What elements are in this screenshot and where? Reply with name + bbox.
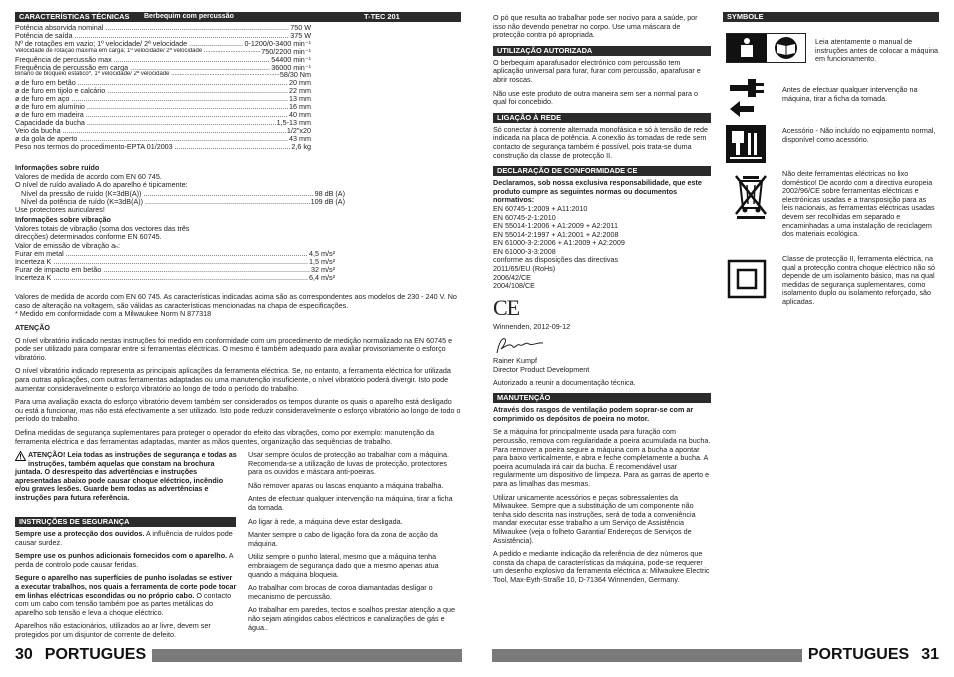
authorized-text: Autorizado a reunir a documentação técnica. — [493, 377, 636, 387]
spec-row — [15, 127, 311, 135]
spec-label: ø de furo em alumínio ..... — [15, 103, 288, 111]
place-date: Winnenden, 2012-09-12 — [493, 321, 571, 331]
ce-directive: 2011/65/EU (RoHs) — [493, 264, 556, 274]
ce-mark: CE — [493, 294, 520, 320]
spec-value: 750 W — [290, 23, 311, 32]
manutencao-paragraph: A pedido e mediante indicação da referência de dez números que consta da chapa de características da máquina, pode-se requerer um desenho explosivo da ferramenta eléctrica a: Milwaukee Electric Tool, Max-Eyth-Straße 10, D-71364 Winnenden, Germany. — [493, 549, 710, 584]
vibration-line-2: direcções) determinados conforme EN 60745. — [15, 232, 162, 242]
spec-row — [15, 143, 311, 151]
vibration-section — [15, 216, 335, 282]
spec-row — [15, 111, 311, 119]
noise-row-label: Nível da potência de ruído (K=3dB(A)) ..... — [21, 198, 310, 206]
seguranca-header-label: INSTRUÇÕES DE SEGURANÇA — [19, 517, 130, 526]
spec-label: ø de furo em aço ..... — [15, 95, 288, 103]
col2-paragraph: Ao trabalhar com brocas de coroa diamantadas desligar o mecanismo de percussão. — [248, 583, 433, 601]
measure-note-2: * Medido em conformidade com a Milwaukee Norm N 877318 — [15, 309, 212, 319]
spec-row — [15, 24, 311, 32]
vibration-row-label: Incerteza K ..... — [15, 274, 308, 282]
symbol-text: Antes de efectuar qualquer intervenção na máquina, tirar a ficha da tomada. — [782, 85, 918, 103]
ce-norm: EN 60745-2-1:2010 — [493, 212, 556, 222]
spec-label: Capacidade da bucha ..... — [15, 119, 276, 127]
footer-left — [15, 647, 462, 663]
footer-bar-left — [152, 649, 462, 662]
noise-line-1: Valores de medida de acordo com EN 60 745. — [15, 171, 162, 181]
col2-paragraph: Ao trabalhar em paredes, tectos e soalhos prestar atenção a que não sejam atingidos cabos eléctricos e canalizações de gás e água.. — [248, 605, 455, 632]
signer-name: Rainer Kumpf — [493, 356, 537, 366]
vibration-line-1: Valores totais de vibração (soma dos vectores das três — [15, 223, 190, 233]
ligacao-paragraph: Só conectar à corrente alternada monofásica e só à tensão de rede indicada na placa de potência. A conexão às tomadas de rede sem contacto de segurança também é possível, pois trata-se duma construção da classe de protecção II. — [493, 124, 708, 160]
symbol-text: Não deite ferramentas eléctricas no lixo doméstico! De acordo com a directiva europeia 2002/96/CE sobre ferramentas eléctricas e electrónicas usadas e a transposição para as leis nacionais, as ferramentas eléctricas usadas devem ser recolhidas em separado e encaminhadas a uma instalação de reciclagem dos materiais ecológica. — [782, 169, 935, 239]
spec-row — [15, 71, 311, 79]
footer-right — [492, 647, 939, 663]
col2-paragraph: Utiliz sempre o punho lateral, mesmo que a máquina tenha embraiagem de segurança dado que a mesmo apenas atua quando a máquina bloqueia. — [248, 552, 439, 579]
spec-label: Velocidade de rotação máxima em carga; 1º velocidade/ 2ª velocidade ..... — [15, 48, 260, 56]
right-col1 — [493, 14, 711, 590]
measure-note: Valores de medida de acordo com EN 60 745. As características indicadas acima são as correspondentes aos modelos de 230 - 240 V. No caso de alteração na voltagem, são válidas as características mencionadas na chapa de especificações. — [15, 292, 457, 310]
ce-directive: 2004/108/CE — [493, 281, 535, 291]
ce-norm: EN 61000-3-2:2006 + A1:2009 + A2:2009 — [493, 238, 625, 248]
spec-value: 375 W — [290, 30, 311, 40]
ce-norm: EN 61000-3-3:2008 — [493, 246, 556, 256]
atencao-section — [15, 324, 461, 451]
spec-value: 16 mm — [289, 102, 311, 112]
spec-value: 750/2200 min⁻¹ — [261, 46, 311, 56]
vibration-row-label: Furar em metal ..... — [15, 250, 308, 258]
manutencao-paragraph: Utilizar unicamente acessórios e peças sobressalentes da Milwaukee. Sempre que a substituição de um componente não tenha sido descrita nas instruções, será de toda a conveniência mandar executar esse trabalho a um Serviço de Assistência Milwaukee (veja o folheto Garantia/ Endereços de Serviços de Assistência). — [493, 492, 696, 545]
vibration-title: Informações sobre vibração — [15, 215, 111, 224]
spec-value: 20 mm — [289, 78, 311, 88]
seguranca-paragraph: Sempre use a protecção dos ouvidos. A influência de ruídos pode causar surdez. — [15, 529, 233, 547]
spec-row — [15, 103, 311, 111]
symbol-text: Acessório - Não incluído no eqipamento normal, disponível como acessório. — [782, 126, 936, 144]
symbole-header — [723, 12, 939, 22]
atencao-paragraph: Para uma avaliação exacta do esforço vibratório devem também ser considerados os tempos durante os quais o aparelho está desligado ou está a funcionar, mas não está efectivamente a ser utilizado. Isto pode reduzir consideravelmente o esforço vibratório ao longo de todo o período do trabalho. — [15, 397, 461, 424]
col2-paragraph: Manter sempre o cabo de ligação fora da zona de acção da máquina. — [248, 530, 438, 548]
vibration-row-label: Furar de impacto em betão ..... — [15, 266, 310, 274]
manutencao-paragraph: Se a máquina for principalmente usada para furação com percussão, remova com regularidade a poeira acumulada na bucha. Para remover a poeira segure a máquina com a bucha a apontar para baixo verticalmente, e abra e feche completamente a bucha. A poeira acumulada irá cair da bucha. É recomendável usar regularmente um dispositivo de limpeza. Para as garras de aperto e para as limalhas das mesmas. — [493, 427, 711, 488]
noise-section — [15, 164, 345, 214]
spec-value: 43 mm — [289, 133, 311, 143]
utilizacao-paragraph: O berbequim aparafusador electrónico com percussão tem aplicação universal para furar, furar com percussão, aparafusar e abrir roscas. — [493, 57, 701, 84]
vibration-row — [15, 258, 335, 266]
spec-label: Potência de saída ..... — [15, 32, 289, 40]
atencao-title: ATENÇÃO — [15, 323, 51, 332]
noise-line-2: O nível de ruído avaliado A do aparelho é tipicamente: — [15, 180, 188, 190]
noise-note: Use protectores auriculares! — [15, 204, 105, 214]
ce-norm: EN 60745-1:2009 + A11:2010 — [493, 203, 588, 213]
ce-directives-title: conforme as disposições das directivas — [493, 255, 619, 265]
vibration-row — [15, 266, 335, 274]
noise-row — [15, 190, 345, 198]
ligacao-header-label: LIGAÇÃO À REDE — [497, 112, 562, 122]
read-manual-icon — [726, 33, 806, 63]
accessory-icon — [726, 125, 766, 163]
spec-value: 0-1200/0-3400 min⁻¹ — [244, 38, 311, 48]
spec-header-title: CARACTERÍSTICAS TÉCNICAS — [19, 12, 130, 21]
ce-header — [493, 166, 711, 176]
vibration-row-value: 1,5 m/s² — [309, 257, 335, 267]
footer-language-left: PORTUGUES — [44, 646, 147, 663]
unplug-icon — [726, 75, 768, 117]
spec-row — [15, 119, 311, 127]
manutencao-header-label: MANUTENÇÃO — [497, 393, 551, 403]
spec-value: 40 mm — [289, 109, 311, 119]
manutencao-paragraph: Através dos rasgos de ventilação podem soprar-se com ar comprimido os depósitos de poeira no motor. — [493, 405, 694, 423]
atencao-paragraph: Defina medidas de segurança suplementares para proteger o operador do efeito das vibrações, como por exemplo: manutenção da ferramenta eléctrica e das ferramentas adaptadas, manter as mãos quentes, organização das sequências de trabalho. — [15, 427, 435, 446]
spec-header — [15, 12, 461, 22]
vibration-row-value: 4,5 m/s² — [309, 249, 335, 259]
spec-row — [15, 95, 311, 103]
vibration-line-3: Valor de emissão de vibração aₕ: — [15, 240, 121, 250]
spec-label: ø de furo em tijolo e calcário ..... — [15, 87, 288, 95]
ce-intro: Declaramos, sob nossa exclusiva responsabilidade, que este produto cumpre as seguintes normas ou documentos normativos: — [493, 178, 702, 205]
spec-header-subtitle: Berbequim com percussão — [144, 13, 234, 20]
spec-value: 36000 min⁻¹ — [271, 62, 311, 72]
spec-label: Peso nos termos do procedimento-EPTA 01/2003 ..... — [15, 143, 290, 151]
ce-norm: EN 55014-1:2006 + A1:2009 + A2:2011 — [493, 221, 618, 231]
utilizacao-header-label: UTILIZAÇÃO AUTORIZADA — [497, 45, 593, 55]
spec-value: 58/30 Nm — [279, 70, 311, 80]
manutencao-header — [493, 393, 711, 403]
crossed-bin-icon — [733, 172, 769, 220]
vibration-row — [15, 250, 335, 258]
spec-value: 54400 min⁻¹ — [271, 54, 311, 64]
seguranca-section — [15, 530, 237, 645]
spec-label: Frequência de percussão em carga ..... — [15, 64, 270, 72]
signer-title: Director Product Development — [493, 365, 590, 375]
spec-label: Frequência de percussão max ..... — [15, 56, 270, 64]
symbol-text: Leia atentamente o manual de instruções antes de colocar a máquina em funcionamento. — [815, 37, 939, 64]
ce-directive: 2006/42/CE — [493, 272, 531, 282]
vibration-row-value: 32 m/s² — [311, 265, 335, 275]
spec-table — [15, 24, 311, 151]
seguranca-paragraph: Segure o aparelho nas superfícies de punho isoladas se estiver a executar trabalhos, nos quais a ferramenta de corte pode tocar em linhas eléctricas escondidas ou no próprio cabo. O contacto com um cabo com tensão também poe as partes metálicas do aparelho sob tensão e leva a choque eléctrico. — [15, 573, 237, 617]
warning-triangle-icon — [15, 451, 26, 464]
page-number-left: 30 — [15, 646, 33, 663]
spec-label: Potência absorvida nominal ..... — [15, 24, 289, 32]
dust-paragraph: O pó que resulta ao trabalhar pode ser nocivo para a saúde, por isso não devendo penetrar no corpo. Use uma máscara de protecção contra pó apropriada. — [493, 13, 698, 40]
measure-notes — [15, 293, 461, 319]
spec-label: ø de furo em madeira ..... — [15, 111, 288, 119]
spec-row — [15, 87, 311, 95]
spec-header-model: T-TEC 201 — [364, 12, 400, 21]
col2-paragraph: Não remover aparas ou lascas enquanto a máquina trabalha. — [248, 480, 444, 490]
spec-label: ø de furo em betão ..... — [15, 79, 288, 87]
col2-paragraph: Usar sempre óculos de protecção ao trabalhar com a máquina. Recomenda-se a utilização de luvas de protecção, protectores para os ouvidos e máscara anti-poeiras. — [248, 450, 449, 477]
spec-value: 22 mm — [289, 86, 311, 96]
noise-row-value: 98 dB (A) — [314, 188, 345, 198]
signature — [493, 333, 711, 357]
noise-row-label: Nível da pressão de ruído (K=3dB(A)) ..... — [21, 190, 314, 198]
spec-label: Binário de bloqueio estático*, 1º velocidade/ 2ª velocidade ..... — [15, 71, 279, 79]
warning-block — [15, 451, 237, 503]
spec-row — [15, 135, 311, 143]
spec-row — [15, 64, 311, 72]
vibration-row-label: Incerteza K ..... — [15, 258, 308, 266]
ce-norm: EN 55014-2:1997 + A1:2001 + A2:2008 — [493, 229, 619, 239]
ce-header-label: DECLARAÇÃO DE CONFORMIDADE CE — [497, 166, 638, 176]
vibration-row — [15, 274, 335, 282]
footer-language-right: PORTUGUES — [807, 646, 910, 663]
spec-label: ø da gola de aperto ..... — [15, 135, 288, 143]
noise-title: Informações sobre ruído — [15, 163, 100, 172]
col2-paragraph: Ao ligar à rede, a máquina deve estar desligada. — [248, 516, 403, 526]
seguranca-paragraph: Sempre use os punhos adicionais fornecidos com o aparelho. A perda de controlo pode causar feridas. — [15, 551, 234, 569]
spec-label: Nº de rotações em vazio; 1º velocidade/ 2ª velocidade ..... — [15, 40, 243, 48]
col2-section — [248, 451, 462, 637]
spec-value: 2,6 kg — [291, 141, 311, 151]
spec-row — [15, 56, 311, 64]
spec-value: 1,5-13 mm — [276, 117, 311, 127]
footer-bar-right — [492, 649, 802, 662]
noise-row-value: 109 dB (A) — [310, 196, 345, 206]
spec-row — [15, 79, 311, 87]
ligacao-header — [493, 113, 711, 123]
seguranca-paragraph: Aparelhos não estacionários, utilizados ao ar livre, devem ser protegidos por um disjuntor de corrente de defeito. — [15, 621, 211, 639]
atencao-paragraph: O nível vibratório indicado nestas instruções foi medido em conformidade com um procedimento de medição normalizado na EN 60745 e pode ser utilizado para comparar entre si ferramentas eléctricas. O mesmo é também adequado para avaliar provisoriamente o esforço vibratório. — [15, 335, 453, 362]
spec-value: 1/2"x20 — [286, 125, 311, 135]
vibration-row-value: 6,4 m/s² — [309, 273, 335, 283]
col2-paragraph: Antes de efectuar qualquer intervenção na máquina, tirar a ficha da tomada. — [248, 494, 453, 512]
spec-row — [15, 48, 311, 56]
symbol-text: Classe de protecção II, ferramenta eléctrica, na qual a protecção contra choque eléctrico não só depende de um isolamento básico, mas na qual medidas de segurança suplementares, como isolamento duplo ou isolamento reforçado, são aplicadas. — [782, 254, 936, 306]
utilizacao-header — [493, 46, 711, 56]
utilizacao-paragraph: Não use este produto de outra maneira sem ser a normal para o qual foi concebido. — [493, 88, 698, 107]
atencao-paragraph: O nível vibratório indicado representa as principais aplicações da ferramenta eléctrica. Se, no entanto, a ferramenta eléctrica for utilizada para outras aplicações, com outras ferramentas adaptadas ou uma manutenção insuficiente, o nível vibratório poderá divergir. Isto pode aumentar consideravelmente o esforço vibratório ao longo de todo o período do trabalho. — [15, 366, 451, 393]
page-number-right: 31 — [921, 646, 939, 663]
spec-value: 13 mm — [289, 94, 311, 104]
seguranca-header — [15, 517, 236, 527]
warning-text: ATENÇÃO! Leia todas as instruções de segurança e todas as instruções, também aquelas que constam na brochura juntada. O desrespeito das advertências e instruções apresentadas abaixo pode causar choque eléctrico, incêndio e/ou graves lesões. Guarde bem todas as advertências e instruções para futura referência. — [15, 450, 237, 502]
symbole-header-label: SYMBOLE — [727, 12, 764, 21]
spec-label: Veio da bucha ..... — [15, 127, 286, 135]
class-ii-icon — [727, 259, 767, 299]
